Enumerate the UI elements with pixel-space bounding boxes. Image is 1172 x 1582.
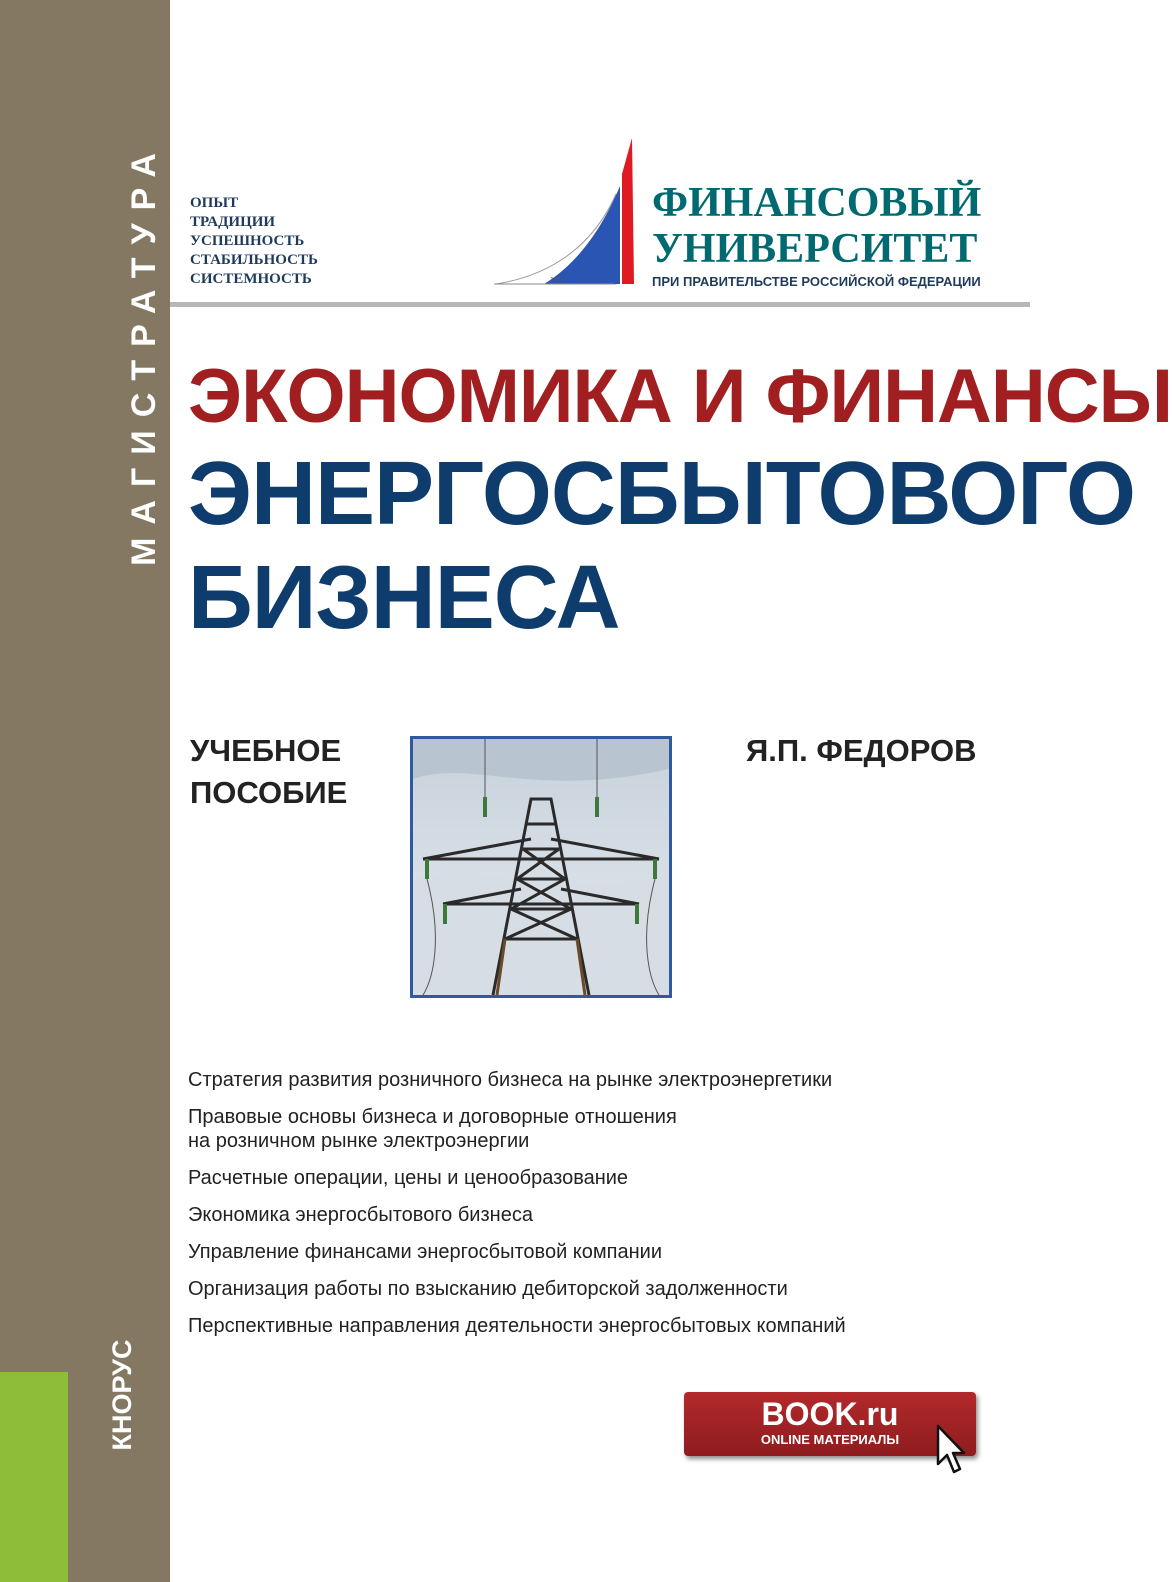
author-name: Я.П. ФЕДОРОВ xyxy=(746,733,977,768)
value-item: СТАБИЛЬНОСТЬ xyxy=(190,252,318,268)
topics-list xyxy=(188,1068,846,1351)
title-line1: ЭКОНОМИКА И ФИНАНСЫ xyxy=(188,354,1172,439)
logo-year: 1919 xyxy=(550,277,566,284)
topic-item xyxy=(188,1105,846,1153)
university-name xyxy=(652,180,981,272)
title-line2: ЭНЕРГОСБЫТОВОГО xyxy=(188,444,1136,544)
book-title xyxy=(188,352,1172,650)
topic-item: Стратегия развития розничного бизнеса на рынке электроэнергетики xyxy=(188,1069,833,1091)
topic-item: Расчетные операции, цены и ценообразование xyxy=(188,1167,629,1189)
book-kind-line2: ПОСОБИЕ xyxy=(190,775,348,810)
topic-item: Управление финансами энергосбытовой компании xyxy=(188,1241,662,1263)
book-ru-badge xyxy=(684,1392,976,1456)
value-item: ТРАДИЦИИ xyxy=(190,214,276,230)
topic-item-line2: на розничном рынке электроэнергии xyxy=(188,1130,530,1152)
university-name-line1: ФИНАНСОВЫЙ xyxy=(652,180,982,226)
topic-item: Организация работы по взысканию дебиторской задолженности xyxy=(188,1278,788,1300)
topic-item-line1: Правовые основы бизнеса и договорные отношения xyxy=(188,1106,677,1128)
university-values xyxy=(190,194,318,289)
topic-item: Перспективные направления деятельности энергосбытовых компаний xyxy=(188,1315,846,1337)
book-ru-subtitle: ONLINE МАТЕРИАЛЫ xyxy=(760,1432,900,1447)
value-item: СИСТЕМНОСТЬ xyxy=(190,271,312,287)
university-name-line2: УНИВЕРСИТЕТ xyxy=(652,226,978,272)
cursor-arrow-icon xyxy=(936,1424,966,1476)
power-tower-photo xyxy=(410,736,672,998)
publisher-label: КНОРУС xyxy=(107,1339,137,1451)
title-line3: БИЗНЕСА xyxy=(188,548,620,648)
university-logo-icon xyxy=(492,134,642,290)
power-tower-icon xyxy=(413,739,669,995)
divider xyxy=(170,302,1030,307)
university-subtitle: ПРИ ПРАВИТЕЛЬСТВЕ РОССИЙСКОЙ ФЕДЕРАЦИИ xyxy=(652,274,981,289)
value-item: ОПЫТ xyxy=(190,195,239,211)
book-ru-title: BOOK.ru xyxy=(761,1396,899,1432)
topic-item: Экономика энергосбытового бизнеса xyxy=(188,1204,533,1226)
value-item: УСПЕШНОСТЬ xyxy=(190,233,305,249)
book-kind xyxy=(190,730,347,814)
book-kind-line1: УЧЕБНОЕ xyxy=(190,733,342,768)
series-label: МАГИСТРАТУРА xyxy=(125,140,163,566)
spine-accent-block xyxy=(0,1372,68,1582)
